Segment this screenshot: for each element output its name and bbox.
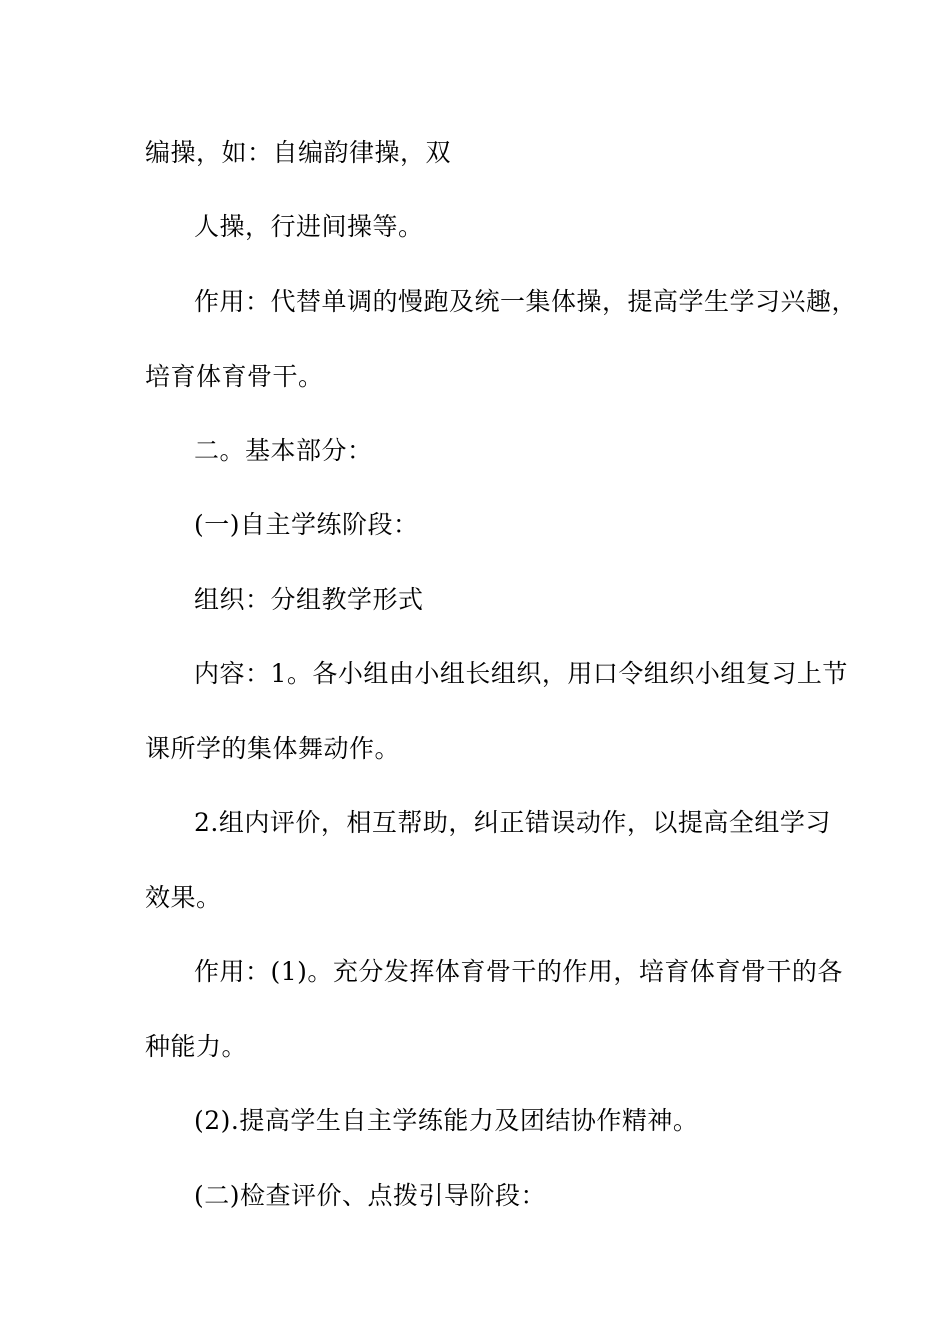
text-line: 人操，行进间操等。 <box>194 212 424 241</box>
text-line: 组织：分组教学形式 <box>194 585 424 614</box>
text-line: 作用：(1)。充分发挥体育骨干的作用，培育体育骨干的各 <box>194 957 843 986</box>
text-line: 编操，如：自编韵律操，双 <box>145 138 452 167</box>
text-line: 作用：代替单调的慢跑及统一集体操，提高学生学习兴趣， <box>194 287 858 316</box>
subsection-heading: (二)检查评价、点拨引导阶段： <box>194 1181 547 1210</box>
text-line: 课所学的集体舞动作。 <box>145 734 401 763</box>
text-line: 培育体育骨干。 <box>145 362 324 391</box>
text-line: 2.组内评价，相互帮助，纠正错误动作，以提高全组学习 <box>194 808 831 837</box>
text-line: (2).提高学生自主学练能力及团结协作精神。 <box>194 1106 699 1135</box>
text-line: 效果。 <box>145 883 222 912</box>
text-line: 内容：1。各小组由小组长组织，用口令组织小组复习上节 <box>194 659 848 688</box>
section-heading: 二。基本部分： <box>194 436 373 465</box>
subsection-heading: (一)自主学练阶段： <box>194 510 419 539</box>
text-line: 种能力。 <box>145 1032 248 1061</box>
